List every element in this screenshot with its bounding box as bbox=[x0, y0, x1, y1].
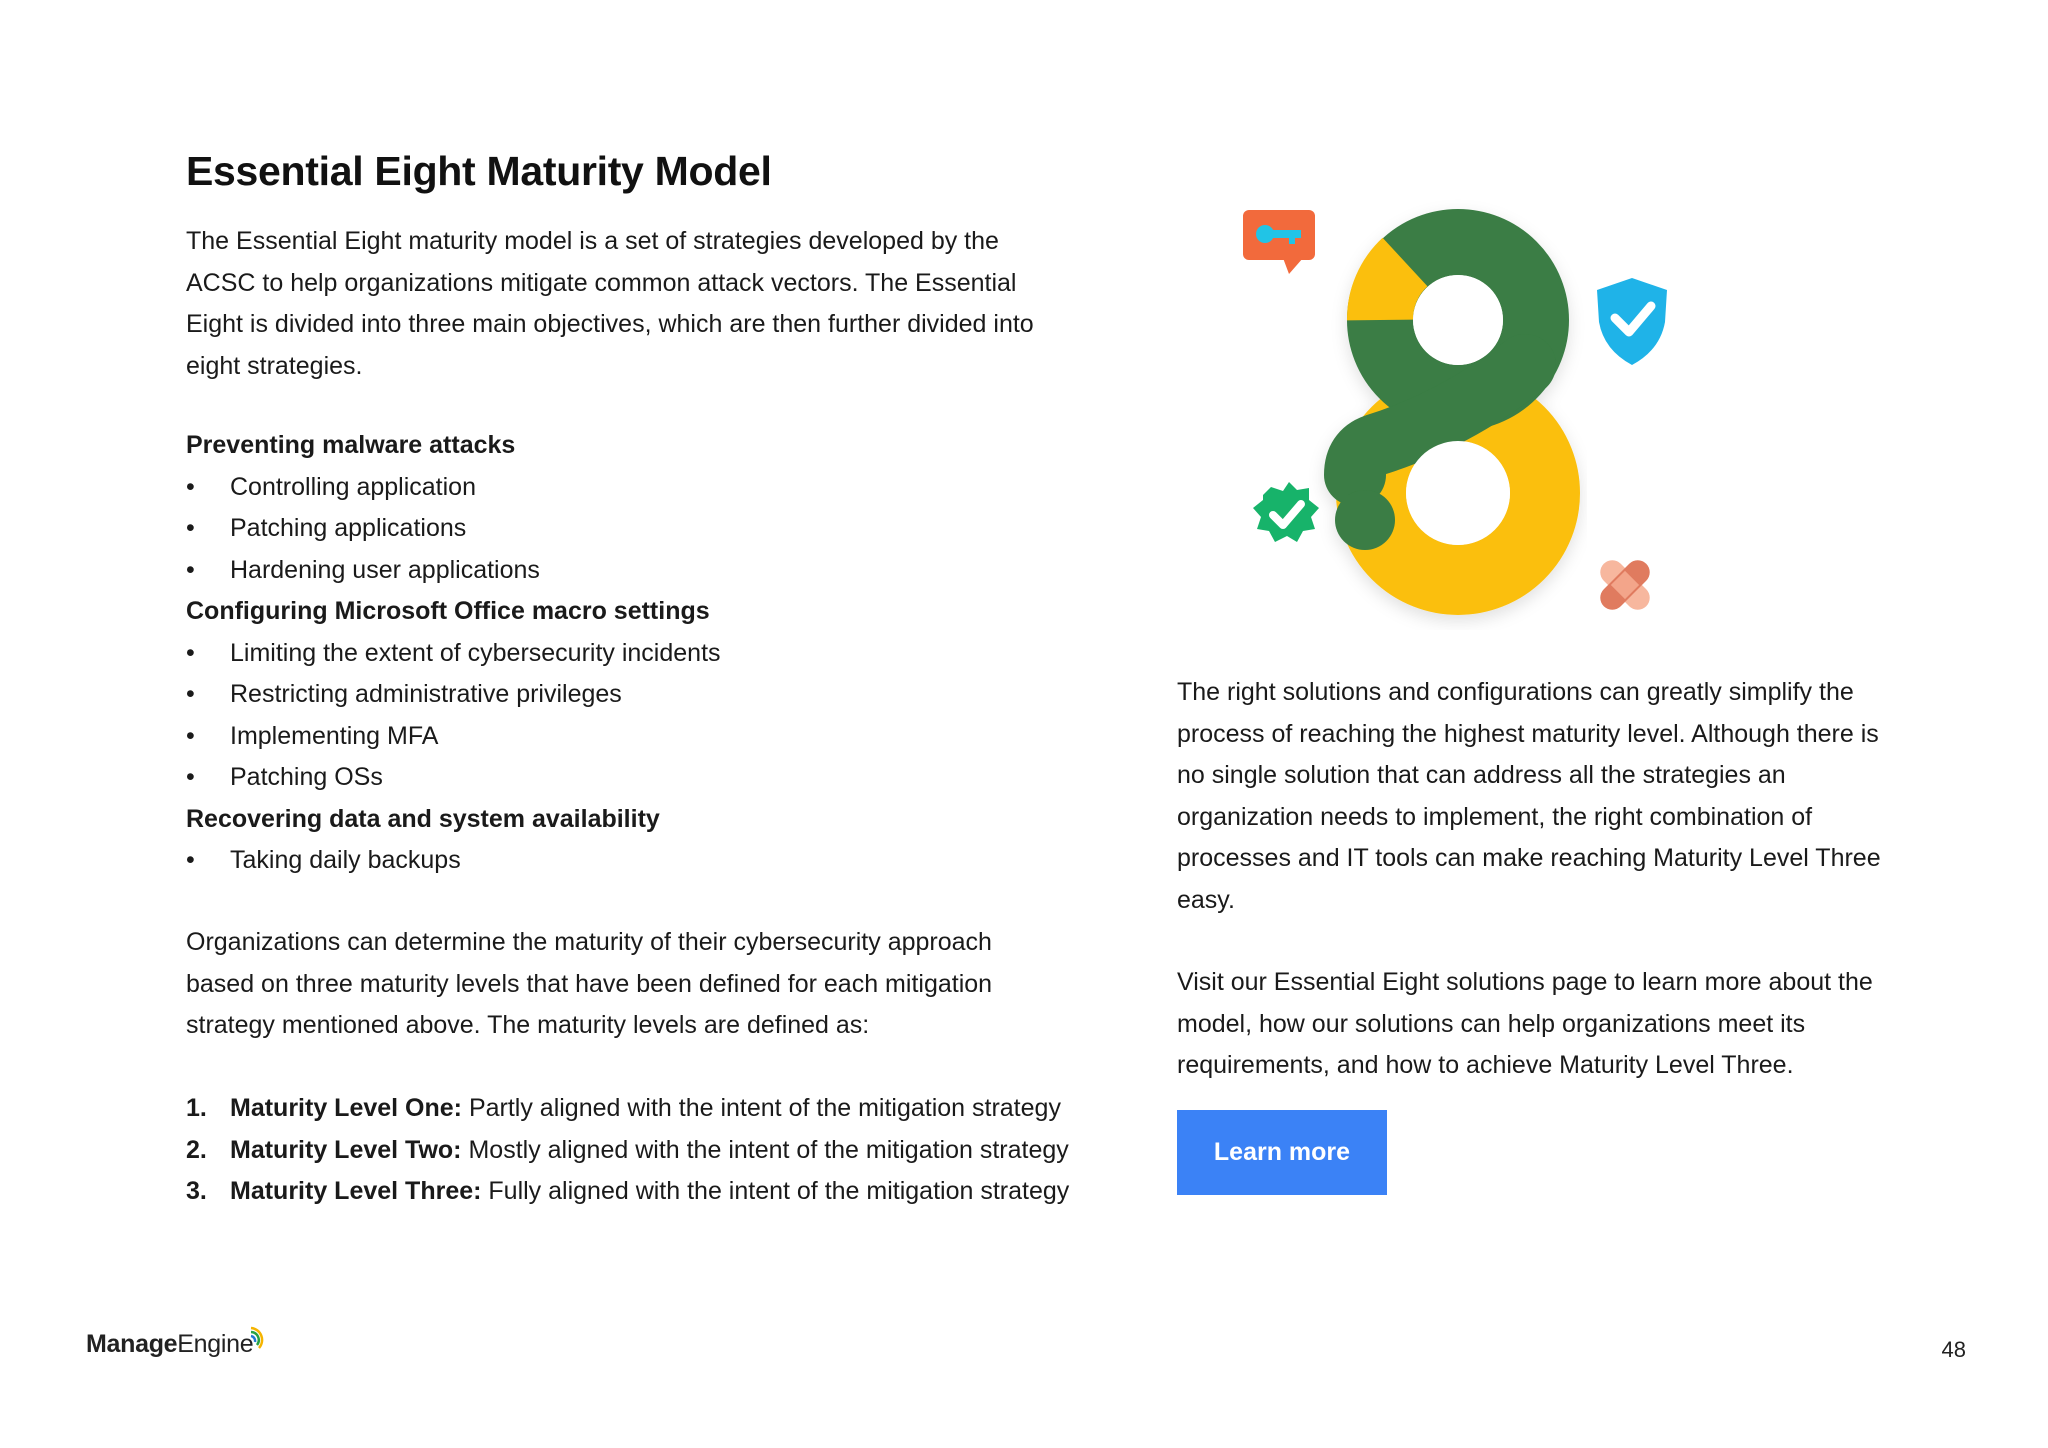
bullet-icon: • bbox=[186, 721, 195, 750]
bullet-list bbox=[186, 467, 1086, 592]
bullet-icon: • bbox=[186, 472, 195, 501]
manageengine-logo bbox=[86, 1330, 267, 1359]
list-item: • Hardening user applications bbox=[186, 550, 1086, 592]
list-item: • Controlling application bbox=[186, 467, 1086, 509]
section-heading: Configuring Microsoft Office macro settings bbox=[186, 597, 710, 625]
bullet-icon: • bbox=[186, 680, 195, 708]
intro-paragraph: The Essential Eight maturity model is a set of strategies developed by the ACSC to help organizations mitigate common attack vectors. The Essential Eight is divided into three main objectives, which are then further divided into eight strategies. bbox=[186, 227, 1034, 380]
essential-eight-illustration bbox=[1205, 190, 1685, 630]
maturity-level-item: 3. Maturity Level Three: Fully aligned with the intent of the mitigation strategy bbox=[186, 1177, 1070, 1205]
levels-intro-paragraph: Organizations can determine the maturity of their cybersecurity approach based on three maturity levels that have been defined for each mitigation strategy mentioned above. The maturity levels are defined as: bbox=[186, 928, 993, 1039]
page-title: Essential Eight Maturity Model bbox=[186, 148, 772, 194]
figure-eight-icon bbox=[1335, 242, 1545, 580]
bullet-icon: • bbox=[186, 514, 195, 542]
key-chat-icon bbox=[1243, 210, 1315, 274]
list-item: • Limiting the extent of cybersecurity incidents bbox=[186, 633, 1086, 675]
list-item: • Implementing MFA bbox=[186, 716, 1086, 758]
bullet-icon: • bbox=[186, 555, 195, 584]
maturity-level-item: 2. Maturity Level Two: Mostly aligned with the intent of the mitigation strategy bbox=[186, 1135, 1069, 1164]
logo-text-light: Engine bbox=[177, 1330, 254, 1358]
list-item: • Patching OSs bbox=[186, 757, 1086, 799]
bullet-list bbox=[186, 840, 1086, 882]
maturity-level-item: 1. Maturity Level One: Partly aligned with the intent of the mitigation strategy bbox=[186, 1094, 1061, 1122]
logo-arc-icon bbox=[249, 1324, 267, 1352]
list-item: • Patching applications bbox=[186, 508, 1086, 550]
visit-paragraph: Visit our Essential Eight solutions page to learn more about the model, how our solutions can help organizations meet its requirements, and how to achieve Maturity Level Three. bbox=[1177, 968, 1873, 1079]
bullet-icon: • bbox=[186, 846, 195, 874]
list-item: • Restricting administrative privileges bbox=[186, 674, 1086, 716]
page-number: 48 bbox=[1941, 1337, 1966, 1362]
solutions-paragraph: The right solutions and configurations can greatly simplify the process of reaching the highest maturity level. Although there is no single solution that can address all the strategies an organization needs to implement, the right combination of processes and IT tools can make reaching Maturity Level Three easy. bbox=[1177, 678, 1881, 914]
logo-text-bold: Manage bbox=[86, 1330, 178, 1358]
section-heading: Preventing malware attacks bbox=[186, 431, 516, 459]
bullet-icon: • bbox=[186, 638, 195, 667]
list-item: • Taking daily backups bbox=[186, 840, 1086, 882]
bullet-icon: • bbox=[186, 763, 195, 791]
maturity-levels-list bbox=[186, 1088, 1086, 1213]
section-heading: Recovering data and system availability bbox=[186, 804, 660, 833]
shield-check-icon bbox=[1597, 278, 1667, 365]
learn-more-button[interactable]: Learn more bbox=[1177, 1110, 1387, 1195]
bullet-list bbox=[186, 633, 1086, 799]
bandage-icon bbox=[1595, 555, 1654, 614]
strategy-sections bbox=[186, 425, 1086, 882]
verified-badge-icon bbox=[1253, 482, 1319, 542]
